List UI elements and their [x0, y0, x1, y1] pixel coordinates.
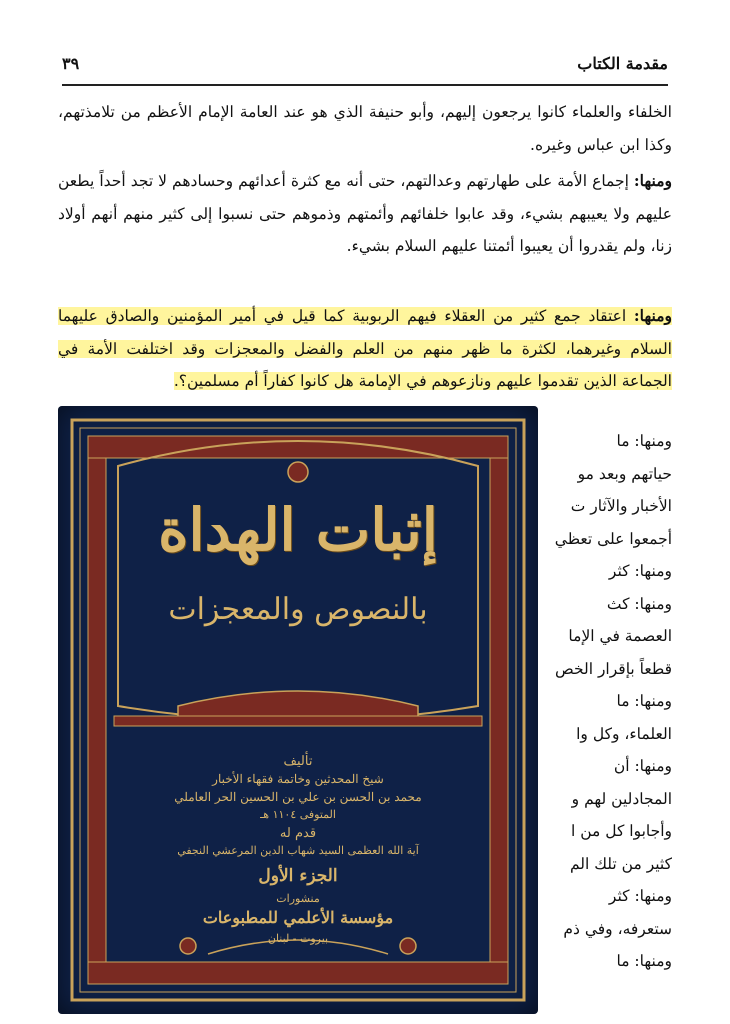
cover-intro-label: قدم له — [279, 826, 317, 841]
right-line: الأخبار والآثار ت — [570, 497, 672, 515]
paragraph-3-highlighted — [58, 300, 672, 398]
page-number: ٣٩ — [62, 54, 80, 73]
cover-author-line2: محمد بن الحسن بن علي بن الحسين الحر العاملي — [174, 790, 422, 804]
cover-title: إثبات الهداة — [158, 496, 438, 564]
highlight-mark — [58, 307, 672, 390]
right-line: العصمة في الإما — [568, 627, 672, 645]
right-line: قطعاً بإقرار الخص — [555, 659, 672, 678]
right-line: ومنها: كثر — [608, 562, 672, 580]
right-line: المجادلين لهم و — [571, 789, 672, 808]
paragraph-1: الخلفاء والعلماء كانوا يرجعون إليهم، وأبو حنيفة الذي هو عند العامة الإمام الأعظم من تلامذتهم، وكذا ابن عباس وغيره. — [58, 103, 672, 154]
paragraph-2 — [58, 165, 672, 263]
right-line: ومنها: أن — [613, 757, 672, 775]
cover-subtitle: بالنصوص والمعجزات — [168, 592, 428, 627]
right-line: ومنها: كث — [606, 594, 672, 613]
right-line: حياتهم وبعد مو — [577, 464, 672, 483]
right-line: كثير من تلك الم — [569, 854, 672, 873]
right-column-text — [540, 425, 672, 978]
right-line: أجمعوا على تعظي — [554, 529, 672, 548]
cover-intro-by: آية الله العظمى السيد شهاب الدين المرعشي النجفي — [177, 844, 419, 857]
book-cover-image — [58, 406, 538, 1014]
cover-publisher-label: منشورات — [276, 892, 320, 905]
paragraph-3-label: ومنها: — [633, 306, 672, 325]
cover-place: بيروت - لبنان — [267, 932, 329, 945]
right-line: ومنها: كثر — [608, 887, 672, 905]
cover-volume: الجزء الأول — [258, 866, 338, 886]
cover-publisher: مؤسسة الأعلمي للمطبوعات — [202, 908, 394, 927]
cover-author-line1: شيخ المحدثين وخاتمة فقهاء الأخبار — [212, 772, 384, 786]
right-line: العلماء، وكل وا — [576, 724, 672, 743]
cover-author-label: تأليف — [283, 754, 313, 769]
cover-author-dates: المتوفى ١١٠٤ هـ — [260, 808, 336, 821]
right-line: ومنها: ما — [616, 432, 672, 450]
right-line: وأجابوا كل من ا — [570, 822, 672, 840]
right-line: ومنها: ما — [616, 692, 672, 710]
right-line: ومنها: ما — [616, 952, 672, 970]
paragraph-3-text: اعتقاد جمع كثير من العقلاء فيهم الربوبية كما قيل في أمير المؤمنين والصادق عليهما السلام وغيرهما، لكثرة ما ظهر منهم من العلم والفضل والمعجزات وقد اختلفت الأمة في الجماعة الذين تقدموا عليهم ونازعوهم في الإمامة هل كانوا كفاراً أم مسلمين؟. — [58, 307, 672, 390]
running-title: مقدمة الكتاب — [577, 54, 668, 73]
right-line: ستعرفه، وفي ذم — [563, 919, 672, 938]
paragraph-2-label: ومنها: — [633, 171, 672, 190]
paragraph-2-text: إجماع الأمة على طهارتهم وعدالتهم، حتى أنه مع كثرة أعدائهم وحسادهم لا تجد أحداً يطعن عليهم ولا يعيبهم بشيء، وقد عابوا خلفائهم وأئمتهم وذموهم حتى نسبوا إلى كثير منهم أنهم أولاد زنا، ولم يقدروا أن يعيبوا أئمتنا عليهم السلام بشيء. — [58, 172, 672, 255]
page-header — [62, 50, 668, 86]
